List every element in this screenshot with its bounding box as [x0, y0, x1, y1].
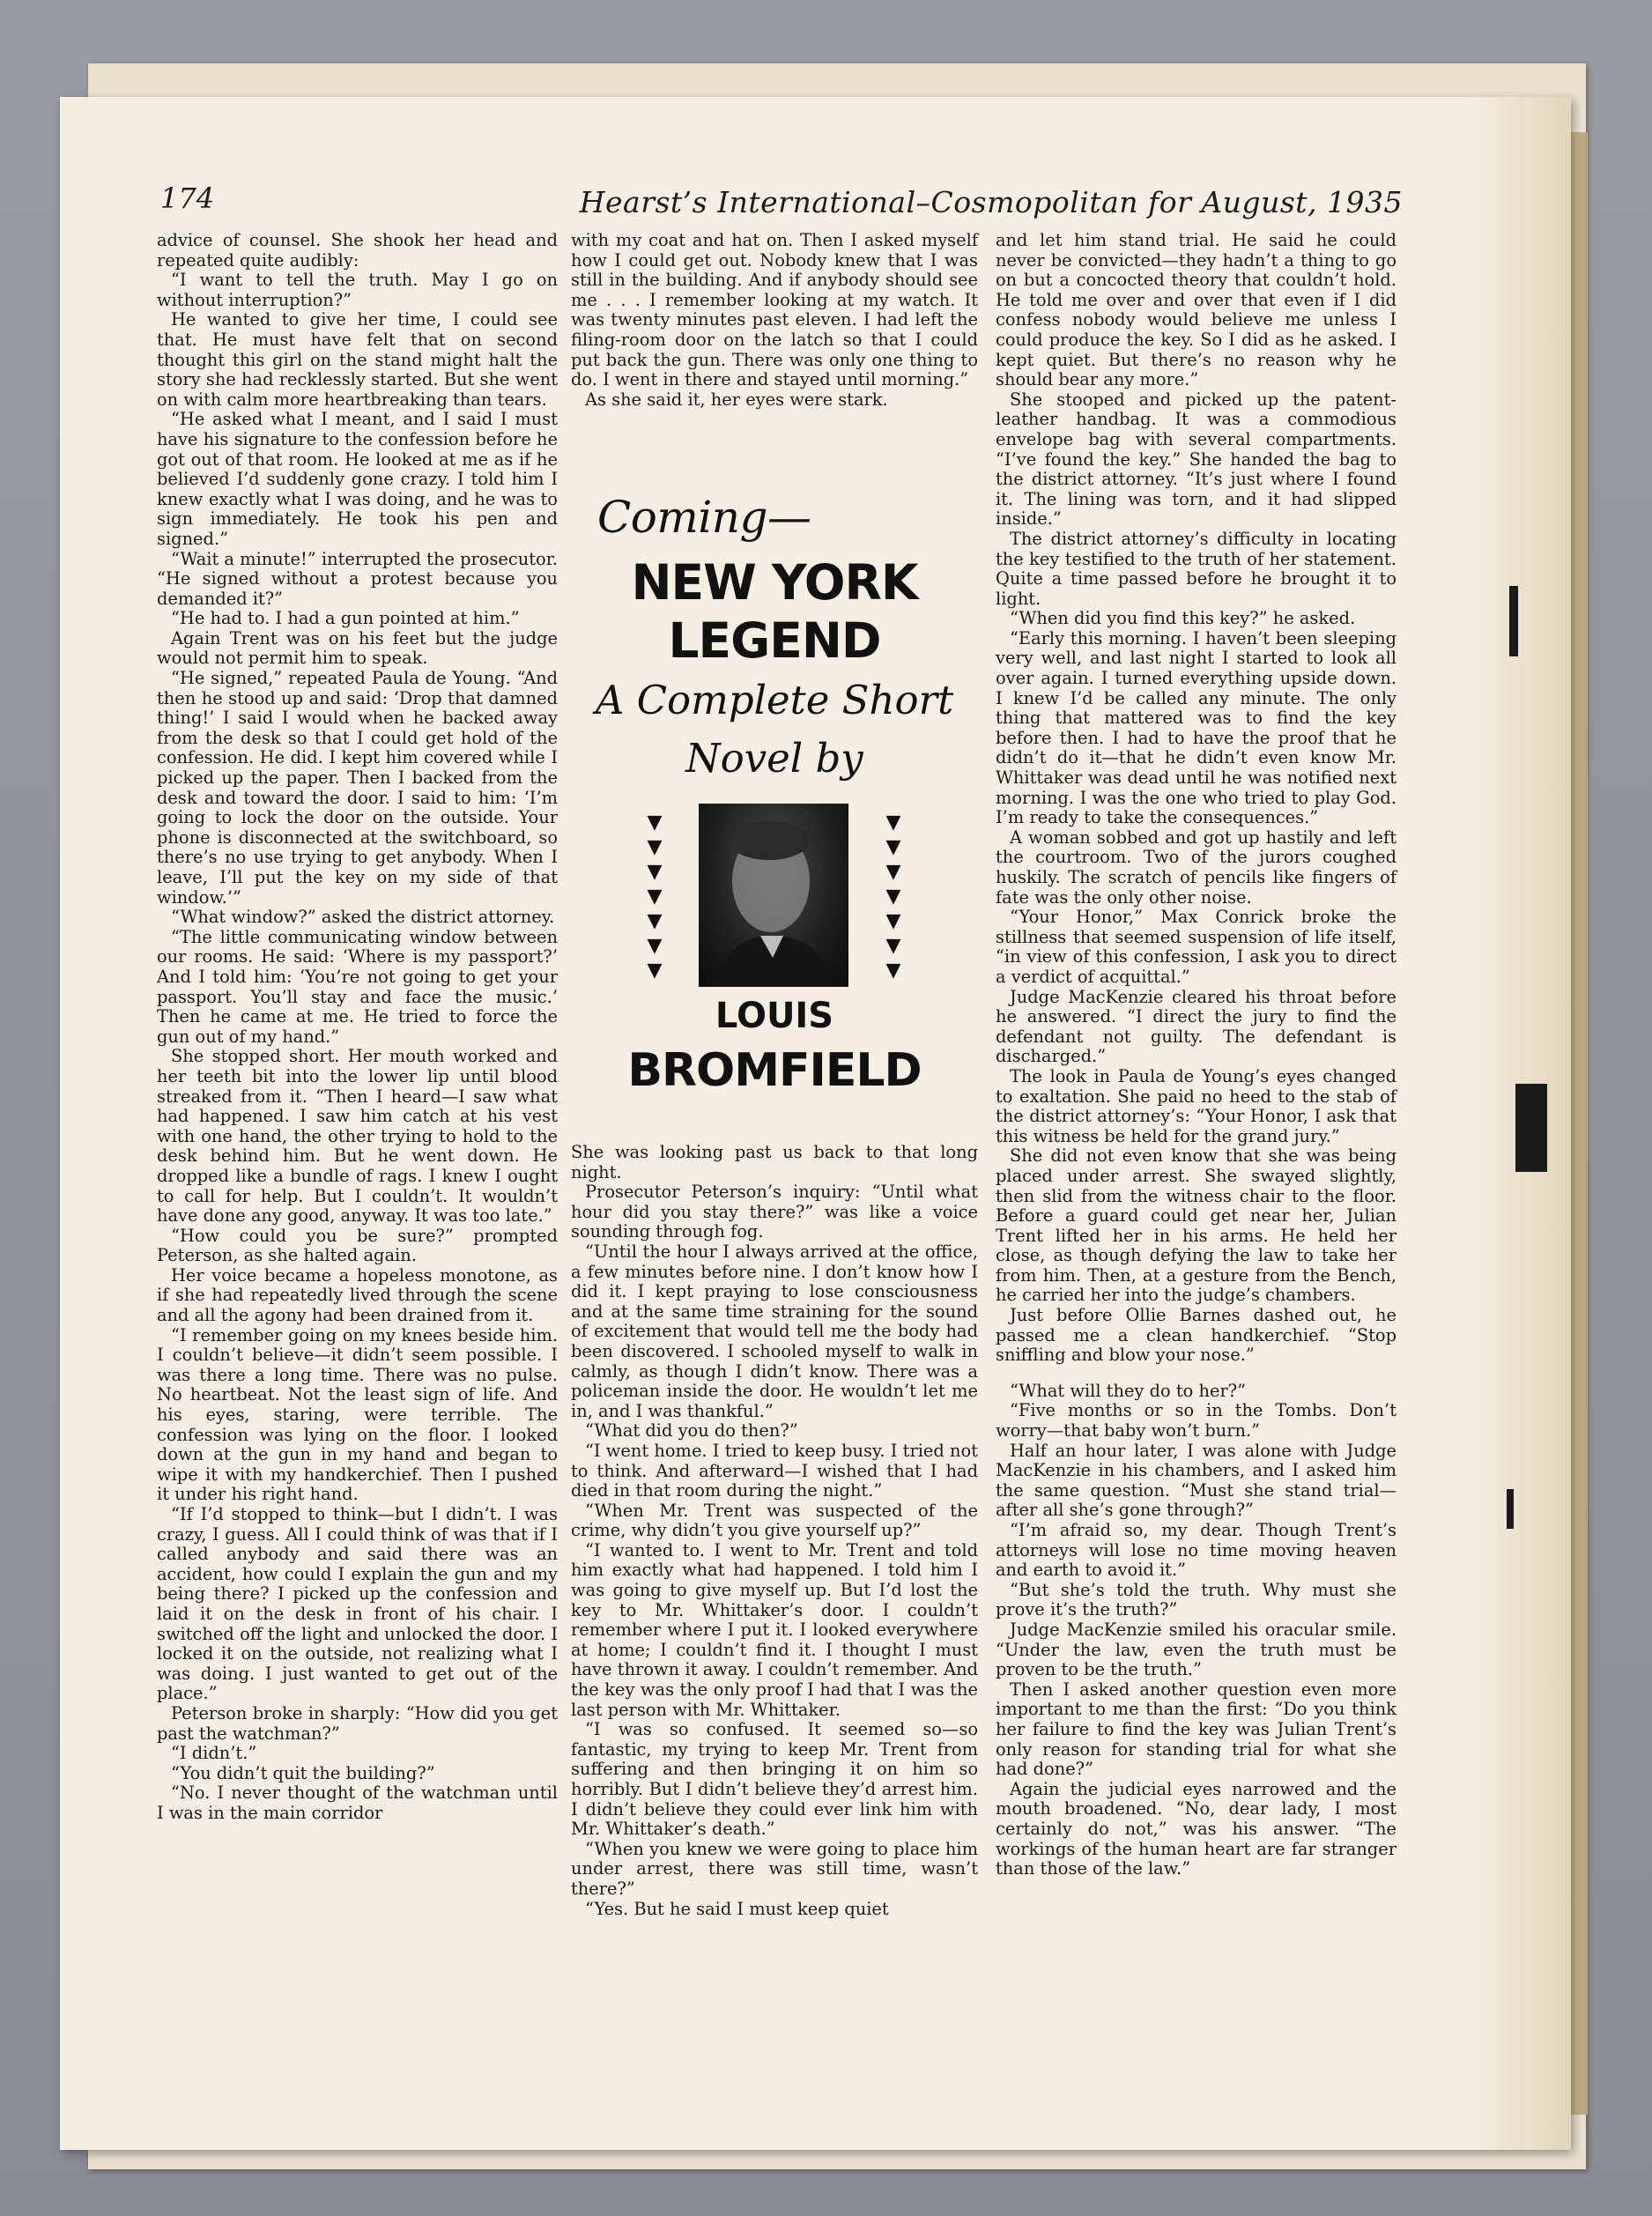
paragraph: The district attorney’s difficulty in locating the key testified to the truth of her statement. Quite a time passed before he brought it to light.: [996, 528, 1396, 609]
paragraph: “When Mr. Trent was suspected of the crime, why didn’t you give yourself up?”: [571, 1500, 978, 1541]
arrow-down-icon: ▼: [885, 861, 901, 883]
running-head: Hearst’s International–Cosmopolitan for August, 1935: [579, 185, 1403, 219]
arrow-down-icon: ▼: [885, 935, 901, 957]
promo-subtitle-line-1: A Complete Short: [595, 677, 954, 723]
paragraph: Again Trent was on his feet but the judge would not permit him to speak.: [157, 627, 558, 669]
paragraph: “The little communicating window between our rooms. He said: ‘Where is my passport?’ And I told him: ‘You’re not going to get your passport. You’ll stay and face the music.’ Then he came at me. He tried to force the gun out of my hand.”: [157, 926, 558, 1047]
promo-arrows-left: [646, 811, 663, 983]
paragraph: “If I’d stopped to think—but I didn’t. I was crazy, I guess. All I could think of was that if I called anybody and said there was an accident, how could I explain the gun and my being there? I picked up the confession and laid it on the desk in front of his chair. I switched off the light and unlocked the door. I locked it on the outside, not realizing what I was doing. I just wanted to get out of the place.”: [157, 1504, 558, 1704]
paragraph: “Yes. But he said I must keep quiet: [585, 1898, 889, 1919]
arrow-down-icon: ▼: [647, 886, 663, 908]
arrow-down-icon: ▼: [647, 861, 663, 883]
paragraph: She was looking past us back to that long night.: [571, 1142, 978, 1182]
arrow-down-icon: ▼: [647, 960, 663, 982]
paragraph: Judge MacKenzie cleared his throat before he answered. “I direct the jury to find the defendant not guilty. The defendant is discharged.”: [996, 986, 1396, 1067]
promo-subtitle: [571, 671, 978, 788]
paragraph: “Early this morning. I haven’t been sleeping very well, and last night I started to look all over again. I turned everything upside down. I knew I’d be called any minute. The only thing that mattered was to find the key before then. I had to have the proof that he didn’t do it—that he didn’t even know Mr. Whittaker was dead until he was notified next morning. I was the one who tried to play God. I’m ready to take the consequences.”: [996, 627, 1396, 828]
paragraph: “I want to tell the truth. May I go on without interruption?”: [157, 270, 558, 310]
author-last-name: BROMFIELD: [627, 1044, 922, 1097]
page-number: 174: [160, 182, 215, 215]
paragraph: “I wanted to. I went to Mr. Trent and told him exactly what had happened. I told him I was going to give myself up. But I’d lost the key to Mr. Whittaker’s door. I couldn’t remember where I put it. I looked everywhere at home; I couldn’t find it. I thought I must have thrown it away. I couldn’t remember. And the key was the only proof I had that I was the last person with Mr. Whittaker.: [571, 1539, 978, 1720]
paragraph: “Your Honor,” Max Conrick broke the stillness that seemed suspension of life itself, “in view of this confession, I ask you to direct a verdict of acquittal.”: [996, 907, 1396, 987]
paragraph: “What will they do to her?”: [1010, 1380, 1247, 1401]
binding-tape-mark: [1515, 1084, 1547, 1172]
paragraph: “He asked what I meant, and I said I must have his signature to the confession before he got out of that room. He looked at me as if he believed I’d suddenly gone crazy. I told him I knew exactly what I was doing, and he was to sign immediately. He took his pen and signed.”: [157, 409, 558, 549]
paragraph: Her voice became a hopeless monotone, as if she had repeatedly lived through the scene and all the agony had been drained from it.: [157, 1264, 558, 1326]
promo-coming: Coming—: [597, 492, 811, 543]
promo-title: [571, 553, 978, 670]
coming-next-promo: [571, 476, 978, 1097]
page-header: [99, 176, 1403, 229]
paragraph: “What window?” asked the district attorney.: [171, 907, 555, 928]
paragraph: Again the judicial eyes narrowed and the mouth broadened. “No, dear lady, I most certainly do not,” was his answer. “The workings of the human heart are far stranger than those of the law.”: [996, 1778, 1396, 1879]
paragraph: “Five months or so in the Tombs. Don’t worry—that baby won’t burn.”: [996, 1400, 1396, 1442]
portrait-silhouette: [699, 804, 848, 987]
arrow-down-icon: ▼: [885, 812, 901, 834]
paragraph: “What did you do then?”: [585, 1420, 798, 1442]
paragraph: with my coat and hat on. Then I asked myself how I could get out. Nobody knew that I was still in the building. And if anybody should see me . . . I remember looking at my watch. It was twenty minutes past eleven. I had left the filing-room door on the latch so that I could put back the gun. There was only one thing to do. I went in there and stayed until morning.”: [571, 230, 978, 390]
paragraph: “When did you find this key?” he asked.: [1010, 608, 1356, 629]
arrow-down-icon: ▼: [885, 886, 901, 908]
paragraph: Half an hour later, I was alone with Judge MacKenzie in his chambers, and I asked him the same question. “Must she stand trial—after all she’s gone through?”: [996, 1440, 1396, 1521]
arrow-down-icon: ▼: [647, 935, 663, 957]
paragraph: and let him stand trial. He said he could never be convicted—they hadn’t a thing to go on but a concocted theory that couldn’t hold. He told me over and over that even if I did confess nobody would believe me unless I could produce the key. So I did as he asked. I kept quiet. But there’s no reason why he should bear any more.”: [996, 230, 1396, 390]
paragraph: “He had to. I had a gun pointed at him.”: [171, 608, 520, 629]
paragraph: “No. I never thought of the watchman until I was in the main corridor: [157, 1782, 558, 1823]
binding-staple-mark: [1509, 586, 1518, 656]
paragraph: “How could you be sure?” prompted Peterson, as she halted again.: [157, 1225, 558, 1266]
paragraph: A woman sobbed and got up hastily and left the courtroom. Two of the jurors coughed huskily. The scratch of pencils like fingers of fate was the only other noise.: [996, 826, 1396, 908]
promo-title-line-1: NEW YORK: [631, 554, 918, 611]
paragraph: “I was so confused. It seemed so—so fantastic, my trying to keep Mr. Trent from suffering and then bringing it on him so horribly. But I didn’t believe they’d arrest him. I didn’t believe they could ever link him with Mr. Whittaker’s death.”: [571, 1719, 978, 1840]
paragraph: “I didn’t.”: [171, 1743, 257, 1764]
author-portrait-photo: [699, 804, 848, 987]
paragraph: “You didn’t quit the building?”: [171, 1762, 435, 1783]
binding-staple-mark: [1507, 1489, 1514, 1529]
article-column-3: [996, 231, 1396, 1879]
paragraph: Just before Ollie Barnes dashed out, he passed me a clean handkerchief. “Stop sniffling and blow your nose.”: [996, 1305, 1396, 1366]
paragraph: As she said it, her eyes were stark.: [585, 389, 888, 410]
paragraph: She did not even know that she was being placed under arrest. She swayed slightly, then slid from the witness chair to the floor. Before a guard could get near her, Julian Trent lifted her in his arms. He held her close, as though defying the law to take her from him. Then, at a gesture from the Bench, he carried her into the judge’s chambers.: [996, 1145, 1396, 1306]
paragraph: She stooped and picked up the patent-leather handbag. It was a commodious envelope bag with several compartments. “I’ve found the key.” She handed the bag to the district attorney. “It’s just where I found it. The lining was torn, and it had slipped inside.”: [996, 389, 1396, 530]
arrow-down-icon: ▼: [885, 910, 901, 932]
paragraph: She stopped short. Her mouth worked and her teeth bit into the lower lip until blood streaked from it. “Then I heard—I saw what had happened. I saw him catch at his vest with one hand, the other trying to hold to the desk behind him. But he went down. He dropped like a bundle of rags. I knew I ought to call for help. But I couldn’t. It wouldn’t have done any good, anyway. It was too late.”: [157, 1046, 558, 1227]
article-column-2-top: [571, 231, 978, 410]
paragraph: Then I asked another question even more important to me than the first: “Do you think her failure to find the key was Julian Trent’s only reason for standing trial for what she had done?”: [996, 1679, 1396, 1780]
arrow-down-icon: ▼: [885, 960, 901, 982]
paragraph: Prosecutor Peterson’s inquiry: “Until what hour did you stay there?” was like a voice sounding through fog.: [571, 1182, 978, 1242]
paragraph: “I remember going on my knees beside him. I couldn’t believe—it didn’t seem possible. I was there a long time. There was no pulse. No heartbeat. Not the least sign of life. And his eyes, staring, were terrible. The confession was lying on the floor. I looked down at the gun in my hand and began to wipe it with my handkerchief. Then I pushed it under his right hand.: [157, 1324, 558, 1505]
arrow-down-icon: ▼: [647, 836, 663, 858]
author-first-name: LOUIS: [715, 996, 834, 1036]
promo-title-line-2: LEGEND: [668, 612, 881, 669]
arrow-down-icon: ▼: [647, 812, 663, 834]
promo-subtitle-line-2: Novel by: [685, 735, 863, 782]
paragraph: “Until the hour I always arrived at the office, a few minutes before nine. I don’t know how I did it. I kept praying to lose consciousness and at the same time straining for the sound of excitement that would tell me the body had been discovered. I schooled myself to walk in calmly, as though I didn’t know. There was a policeman inside the door. He wouldn’t let me in, and I was thankful.”: [571, 1241, 978, 1421]
promo-arrows-right: [885, 811, 902, 983]
paragraph: “When you knew we were going to place him under arrest, there was still time, wasn’t there?”: [571, 1838, 978, 1899]
paragraph: “But she’s told the truth. Why must she prove it’s the truth?”: [996, 1579, 1396, 1620]
paragraph: “Wait a minute!” interrupted the prosecutor. “He signed without a protest because you demanded it?”: [157, 548, 558, 609]
paragraph: He wanted to give her time, I could see that. He must have felt that on second thought this girl on the stand might halt the story she had recklessly started. But she went on with calm more heartbreaking than tears.: [157, 309, 558, 410]
paragraph: The look in Paula de Young’s eyes changed to exaltation. She paid no heed to the stab of the district attorney’s: “Your Honor, I ask that this witness be held for the grand jury.”: [996, 1065, 1396, 1146]
paragraph: advice of counsel. She shook her head and repeated quite audibly:: [157, 230, 558, 271]
paragraph: Peterson broke in sharply: “How did you get past the watchman?”: [157, 1702, 558, 1744]
paragraph: “I went home. I tried to keep busy. I tried not to think. And afterward—I wished that I had died in that room during the night.”: [571, 1440, 978, 1501]
article-column-1: [157, 231, 558, 1824]
arrow-down-icon: ▼: [885, 836, 901, 858]
arrow-down-icon: ▼: [647, 910, 663, 932]
paragraph: “He signed,” repeated Paula de Young. “And then he stood up and said: ‘Drop that damned thing!’ I said I would when he backed away from the desk so that I could get hold of the confession. He did. I kept him covered while I picked up the paper. Then I backed from the desk and toward the door. I said to him: ‘I’m going to lock the door on the outside. Your phone is disconnected at the switchboard, so there’s no use trying to get anybody. When I leave, I’ll put the key on my side of that window.’”: [157, 668, 558, 908]
paragraph: Judge MacKenzie smiled his oracular smile. “Under the law, even the truth must be proven to be the truth.”: [996, 1619, 1396, 1680]
article-column-2-bottom: [571, 1143, 978, 1919]
paragraph: “I’m afraid so, my dear. Though Trent’s attorneys will lose no time moving heaven and earth to avoid it.”: [996, 1520, 1396, 1581]
